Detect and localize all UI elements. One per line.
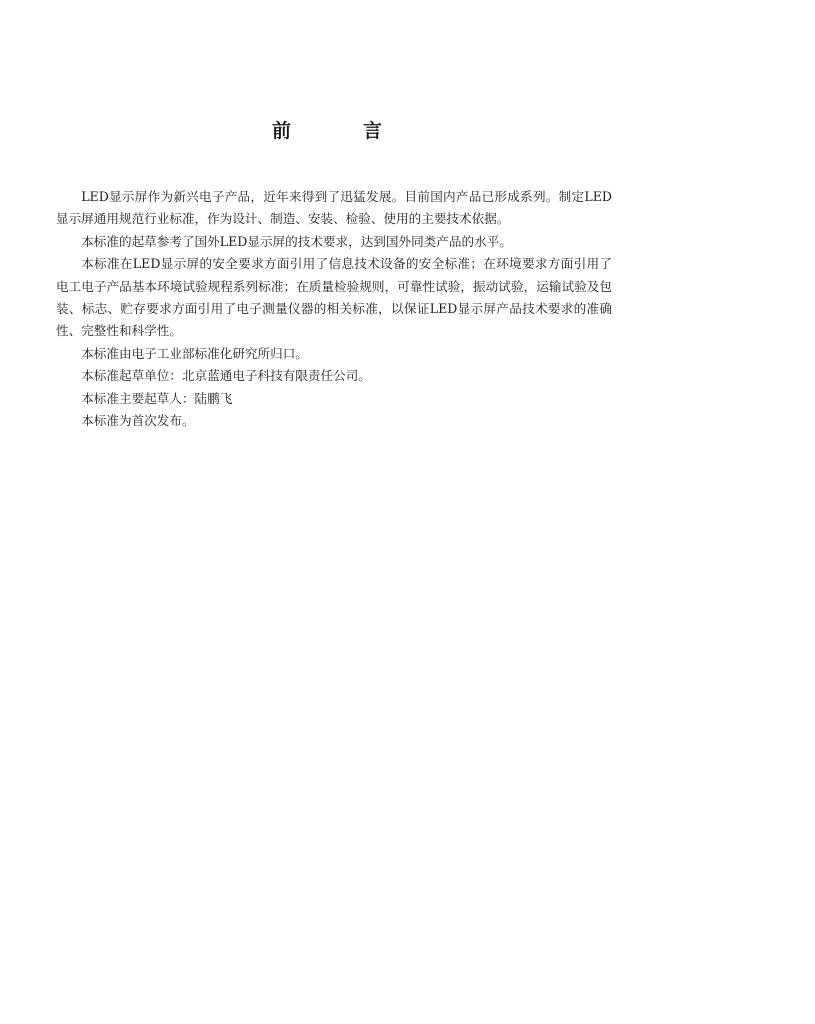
paragraph-responsible-unit: 本标准由电子工业部标准化研究所归口。: [81, 345, 308, 361]
page-title: [272, 116, 382, 143]
paragraph-first-release: 本标准为首次发布。: [81, 413, 195, 429]
foreword-body: [56, 186, 612, 432]
title-char-2: 言: [362, 120, 382, 142]
paragraph-cited-standards: 本标准在LED显示屏的安全要求方面引用了信息技术设备的安全标准；在环境要求方面引用了电工电子产品基本环境试验规程系列标准；在质量检验规则，可靠性试验，振动试验，运输试验及包装、标志、贮存要求方面引用了电子测量仪器的相关标准，以保证LED显示屏产品技术要求的准确性、完整性和科学性。: [56, 256, 612, 339]
title-char-1: 前: [272, 120, 292, 142]
paragraph-drafting-unit: 本标准起草单位：北京蓝通电子科技有限责任公司。: [81, 368, 371, 384]
paragraph-drafter: 本标准主要起草人：陆鹏飞: [81, 390, 233, 406]
paragraph-development: LED显示屏作为新兴电子产品，近年来得到了迅猛发展。目前国内产品已形成系列。制定LED显示屏通用规范行业标准，作为设计、制造、安装、检验、使用的主要技术依据。: [56, 189, 612, 227]
paragraph-reference: 本标准的起草参考了国外LED显示屏的技术要求，达到国外同类产品的水平。: [81, 233, 512, 249]
